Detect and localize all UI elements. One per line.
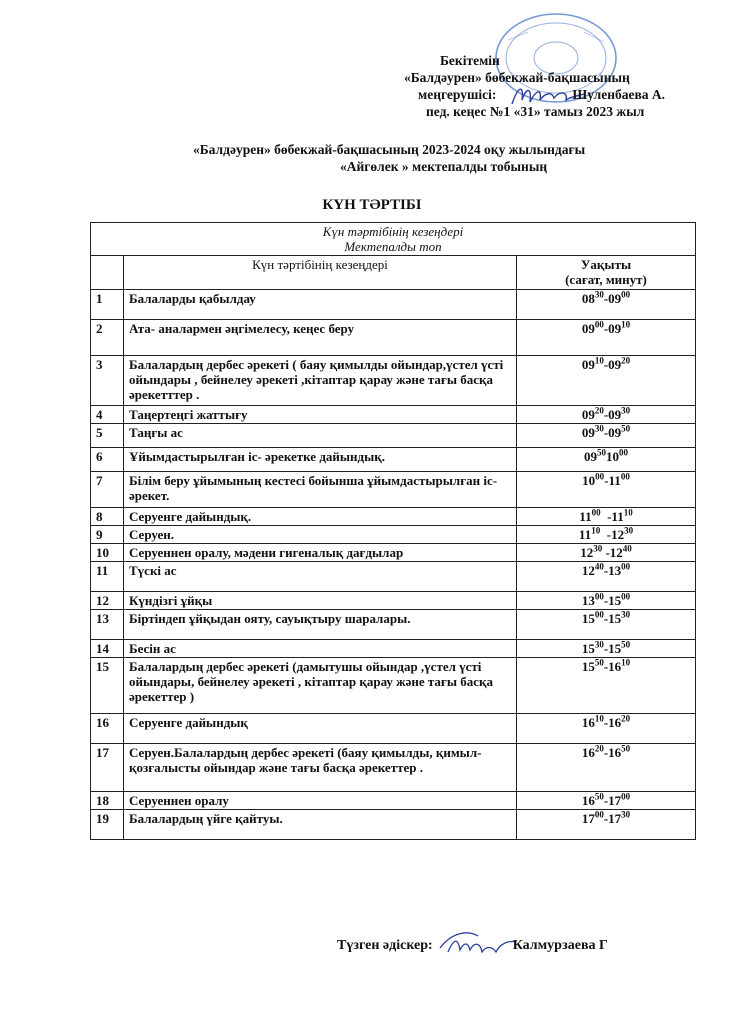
row-time <box>517 406 696 424</box>
column-header-time-line1: Уақыты <box>580 257 632 272</box>
time-sep: - <box>603 659 609 674</box>
time-t2m: 20 <box>621 713 631 724</box>
time-t2: 15 <box>608 641 622 656</box>
time-t1m: 40 <box>594 561 604 572</box>
time-t1: 11 <box>579 509 592 524</box>
row-number: 18 <box>91 792 124 810</box>
time-t2m: 10 <box>621 319 631 330</box>
row-number: 14 <box>91 640 124 658</box>
time-t2m: 00 <box>621 591 631 602</box>
time-t1: 13 <box>581 593 595 608</box>
time-t2: 10 <box>606 449 619 464</box>
time-sep: - <box>603 641 609 656</box>
time-t1m: 30 <box>594 639 604 650</box>
row-activity: Біртіндеп ұйқыдан ояту, сауықтыру шаралары. <box>124 610 517 640</box>
column-header-time <box>517 256 696 290</box>
time-t2m: 00 <box>621 289 631 300</box>
time-t1m: 00 <box>595 471 605 482</box>
approval-line1: Бекітемін <box>440 53 500 68</box>
time-t2m: 10 <box>621 657 631 668</box>
time-t1: 09 <box>584 449 597 464</box>
row-activity: Серуен. <box>124 526 517 544</box>
row-number: 13 <box>91 610 124 640</box>
row-time <box>517 526 696 544</box>
time-sep: - <box>604 473 609 488</box>
row-activity: Таңғы ас <box>124 424 517 448</box>
row-number: 1 <box>91 290 124 320</box>
table-row <box>91 658 696 714</box>
column-header-number <box>91 256 124 290</box>
time-t2m: 50 <box>621 743 631 754</box>
time-sep: - <box>603 425 609 440</box>
time-sep: - <box>603 357 609 372</box>
time-t1m: 30 <box>594 423 604 434</box>
time-t2: 17 <box>608 793 622 808</box>
table-row <box>91 472 696 508</box>
time-t2: 09 <box>608 425 622 440</box>
row-time <box>517 640 696 658</box>
time-t1: 16 <box>581 793 595 808</box>
time-sep: - <box>603 593 609 608</box>
time-t2: 12 <box>611 527 625 542</box>
row-time <box>517 792 696 810</box>
compiler-label: Түзген әдіскер: <box>337 938 433 953</box>
row-time <box>517 562 696 592</box>
table-row <box>91 290 696 320</box>
row-time <box>517 508 696 526</box>
time-t1: 09 <box>581 357 595 372</box>
row-time <box>517 658 696 714</box>
table-row <box>91 448 696 472</box>
time-t1m: 00 <box>591 507 601 518</box>
table-row <box>91 640 696 658</box>
time-t1: 08 <box>581 291 595 306</box>
row-activity: Ұйымдастырылған іс- әрекетке дайындық. <box>124 448 517 472</box>
time-t2: 16 <box>608 659 622 674</box>
column-header-time-line2: (сағат, минут) <box>565 272 647 287</box>
table-row <box>91 508 696 526</box>
time-t2: 11 <box>608 473 621 488</box>
time-t1: 11 <box>578 527 592 542</box>
time-t1: 16 <box>581 715 595 730</box>
approval-line2: «Балдәурен» бөбекжай-бақшасының <box>404 70 630 85</box>
row-time <box>517 610 696 640</box>
approval-position: меңгерушісі: <box>418 87 497 102</box>
row-activity: Серуен.Балалардың дербес әрекеті (баяу қимылды, қимыл-қозғалысты ойындар және тағы басқа әрекеттер . <box>124 744 517 792</box>
time-t1: 09 <box>581 321 595 336</box>
table-row <box>91 592 696 610</box>
time-t1m: 50 <box>594 657 604 668</box>
table-row <box>91 320 696 356</box>
time-t2: 16 <box>608 745 622 760</box>
approval-line3 <box>404 86 704 103</box>
time-t2m: 30 <box>621 609 631 620</box>
time-t1m: 00 <box>594 591 604 602</box>
time-t1: 12 <box>581 563 595 578</box>
table-row <box>91 792 696 810</box>
table-row <box>91 714 696 744</box>
time-t1m: 50 <box>597 447 606 458</box>
row-activity: Түскі ас <box>124 562 517 592</box>
time-t2: 11 <box>611 509 624 524</box>
row-time <box>517 472 696 508</box>
document-heading <box>0 141 744 175</box>
table-top-header <box>91 223 696 256</box>
time-t2: 09 <box>608 291 622 306</box>
row-number: 19 <box>91 810 124 840</box>
row-activity: Серуеннен оралу <box>124 792 517 810</box>
row-activity: Күндізгі ұйқы <box>124 592 517 610</box>
row-number: 10 <box>91 544 124 562</box>
table-top-header-line1: Күн тәртібінің кезеңдері <box>322 224 464 239</box>
row-time <box>517 448 696 472</box>
row-number: 2 <box>91 320 124 356</box>
row-number: 5 <box>91 424 124 448</box>
time-sep: - <box>603 811 609 826</box>
row-number: 4 <box>91 406 124 424</box>
row-number: 11 <box>91 562 124 592</box>
row-number: 6 <box>91 448 124 472</box>
time-sep: - <box>603 563 609 578</box>
approval-block <box>404 52 704 120</box>
table-row <box>91 424 696 448</box>
row-time <box>517 592 696 610</box>
row-time <box>517 320 696 356</box>
row-number: 7 <box>91 472 124 508</box>
row-time <box>517 356 696 406</box>
row-number: 8 <box>91 508 124 526</box>
time-sep: - <box>603 793 609 808</box>
row-activity: Білім беру ұйымының кестесі бойынша ұйымдастырылған іс-әрекет. <box>124 472 517 508</box>
row-time <box>517 424 696 448</box>
time-sep: - <box>600 509 612 524</box>
time-t1: 15 <box>581 641 595 656</box>
time-t1m: 00 <box>594 319 604 330</box>
time-t2m: 50 <box>621 423 631 434</box>
time-t1: 15 <box>581 659 595 674</box>
time-t2: 09 <box>608 407 622 422</box>
time-t1: 09 <box>581 407 595 422</box>
table-row <box>91 562 696 592</box>
time-sep: - <box>603 611 609 626</box>
time-t2m: 40 <box>622 543 632 554</box>
time-t2m: 00 <box>621 561 631 572</box>
time-sep: - <box>603 715 609 730</box>
time-t2m: 00 <box>620 471 630 482</box>
time-t1m: 20 <box>594 405 604 416</box>
row-number: 3 <box>91 356 124 406</box>
time-t1: 17 <box>581 811 595 826</box>
time-t2m: 30 <box>621 405 631 416</box>
time-t2m: 00 <box>621 791 631 802</box>
table-row <box>91 610 696 640</box>
time-t1m: 50 <box>594 791 604 802</box>
row-activity: Таңертеңгі жаттығу <box>124 406 517 424</box>
table-row <box>91 406 696 424</box>
time-sep: - <box>603 745 609 760</box>
compiler-name: Калмурзаева Г <box>512 938 608 953</box>
heading-line1: «Балдәурен» бөбекжай-бақшасының 2023-2024 оқу жылындағы <box>193 142 586 157</box>
row-number: 12 <box>91 592 124 610</box>
time-t2: 16 <box>608 715 622 730</box>
row-activity: Балаларды қабылдау <box>124 290 517 320</box>
row-time <box>517 744 696 792</box>
row-activity: Бесін ас <box>124 640 517 658</box>
schedule-table <box>90 222 696 840</box>
row-activity: Балалардың үйге қайтуы. <box>124 810 517 840</box>
table-row <box>91 356 696 406</box>
time-t1: 10 <box>582 473 596 488</box>
heading-line2: «Айгөлек » мектепалды тобының <box>340 159 548 174</box>
table-row <box>91 544 696 562</box>
table-top-header-row <box>91 223 696 256</box>
time-t1: 12 <box>580 545 594 560</box>
row-number: 9 <box>91 526 124 544</box>
row-number: 17 <box>91 744 124 792</box>
time-t1m: 10 <box>594 713 604 724</box>
row-time <box>517 810 696 840</box>
row-activity: Серуеннен оралу, мәдени гигеналық дағдылар <box>124 544 517 562</box>
column-header-row <box>91 256 696 290</box>
table-row <box>91 810 696 840</box>
column-header-stage: Күн тәртібінің кезеңдері <box>124 256 517 290</box>
row-activity: Балалардың дербес әрекеті (дамытушы ойындар ,үстел үсті ойындары, бейнелеу әрекеті , кітаптар қарау және тағы басқа әрекеттер ) <box>124 658 517 714</box>
time-t1: 09 <box>581 425 595 440</box>
time-t2: 15 <box>608 593 622 608</box>
row-activity: Ата- аналармен әңгімелесу, кеңес беру <box>124 320 517 356</box>
time-sep: - <box>603 321 609 336</box>
time-t1m: 20 <box>594 743 604 754</box>
time-t2m: 30 <box>621 809 631 820</box>
approval-name: Шуленбаева А. <box>572 87 666 102</box>
time-t2m: 10 <box>623 507 633 518</box>
time-sep: - <box>602 545 610 560</box>
time-t1: 15 <box>581 611 595 626</box>
time-t1m: 10 <box>591 525 601 536</box>
time-t2: 13 <box>608 563 622 578</box>
row-activity: Серуенге дайындық <box>124 714 517 744</box>
time-t1m: 00 <box>594 809 604 820</box>
row-number: 16 <box>91 714 124 744</box>
time-t2: 09 <box>608 357 622 372</box>
row-time <box>517 714 696 744</box>
row-time <box>517 290 696 320</box>
row-activity: Серуенге дайындық. <box>124 508 517 526</box>
time-t2m: 00 <box>619 447 628 458</box>
row-activity: Балалардың дербес әрекеті ( баяу қимылды ойындар,үстел үсті ойындары , бейнелеу әрекеті ,кітаптар қарау және тағы басқа әрекетттер . <box>124 356 517 406</box>
time-t1m: 30 <box>594 289 604 300</box>
row-time <box>517 544 696 562</box>
time-t2: 17 <box>608 811 622 826</box>
approval-line4: пед. кеңес №1 «31» тамыз 2023 жыл <box>426 104 645 119</box>
table-row <box>91 744 696 792</box>
table-row <box>91 526 696 544</box>
page-title: КҮН ТӘРТІБІ <box>322 197 422 213</box>
time-t2m: 30 <box>624 525 634 536</box>
time-t2m: 50 <box>621 639 631 650</box>
time-t2: 09 <box>608 321 622 336</box>
compiler-line <box>337 938 608 954</box>
time-t2m: 20 <box>621 355 631 366</box>
time-t1m: 30 <box>593 543 603 554</box>
time-t2: 15 <box>608 611 622 626</box>
time-sep: - <box>603 291 609 306</box>
time-t1m: 10 <box>594 355 604 366</box>
time-t2: 12 <box>609 545 623 560</box>
time-sep: - <box>600 527 612 542</box>
time-t1m: 00 <box>594 609 604 620</box>
time-sep: - <box>603 407 609 422</box>
row-number: 15 <box>91 658 124 714</box>
time-t1: 16 <box>581 745 595 760</box>
table-top-header-line2: Мектепалды топ <box>344 239 442 254</box>
